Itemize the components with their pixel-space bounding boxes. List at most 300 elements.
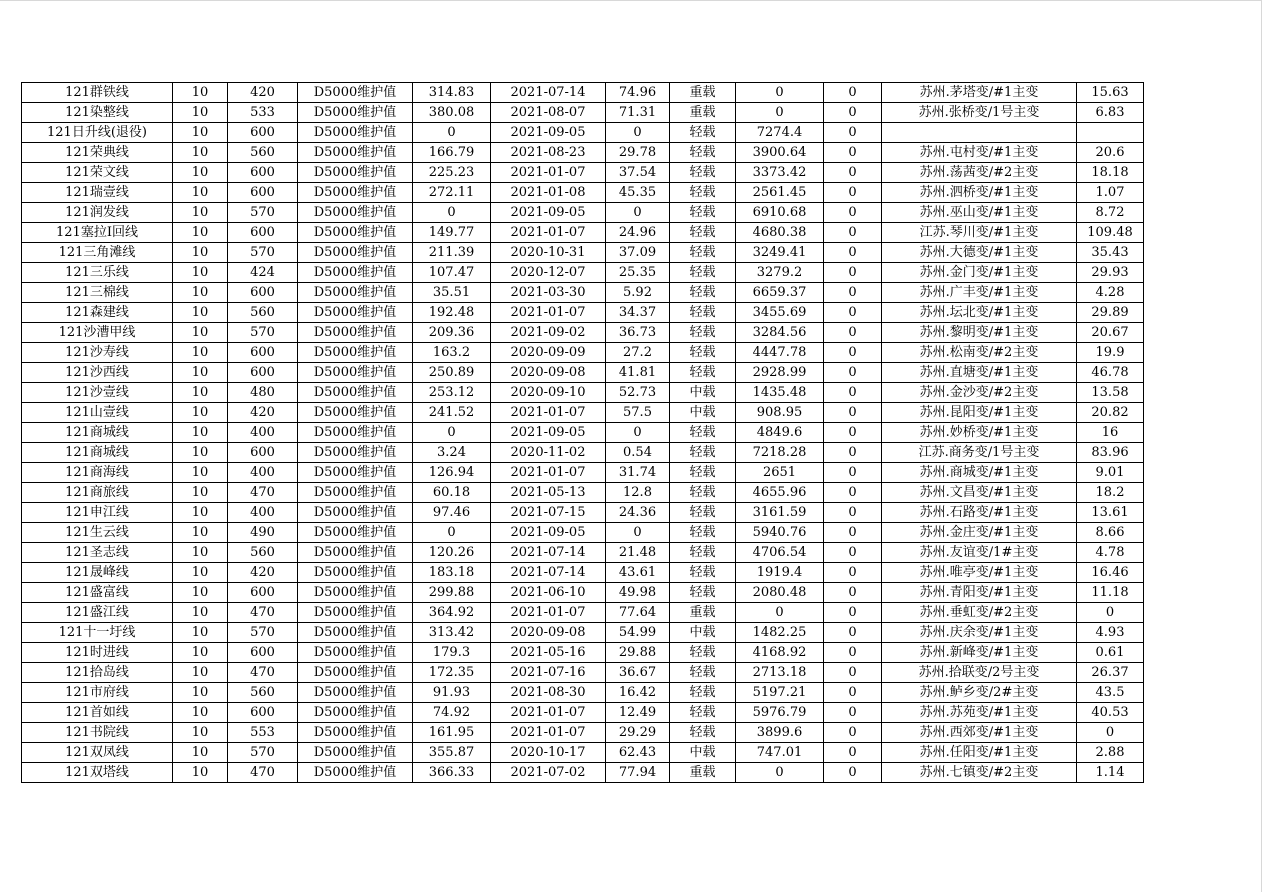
load-rate-cell[interactable]: 74.96 [606, 83, 670, 103]
spare-capacity-cell[interactable]: 3899.6 [736, 723, 824, 743]
voltage-cell[interactable]: 10 [173, 623, 228, 643]
max-current-cell[interactable]: 3.24 [413, 443, 491, 463]
voltage-cell[interactable]: 10 [173, 703, 228, 723]
rated-current-cell[interactable]: 490 [228, 523, 298, 543]
transformer-cell[interactable]: 苏州.唯亭变/#1主变 [882, 563, 1077, 583]
line-name-cell[interactable]: 121商海线 [22, 463, 173, 483]
transformer-cell[interactable]: 苏州.任阳变/#1主变 [882, 743, 1077, 763]
transformer-load-cell[interactable]: 0 [1077, 723, 1144, 743]
spare-capacity-cell[interactable]: 6910.68 [736, 203, 824, 223]
transformer-load-cell[interactable]: 18.2 [1077, 483, 1144, 503]
max-date-cell[interactable]: 2020-09-08 [491, 623, 606, 643]
spare-capacity-cell[interactable]: 4680.38 [736, 223, 824, 243]
rated-current-cell[interactable]: 424 [228, 263, 298, 283]
load-status-cell[interactable]: 轻载 [670, 703, 736, 723]
transformer-cell[interactable]: 苏州.坛北变/#1主变 [882, 303, 1077, 323]
zero-cell[interactable]: 0 [824, 443, 882, 463]
max-date-cell[interactable]: 2020-09-10 [491, 383, 606, 403]
max-current-cell[interactable]: 126.94 [413, 463, 491, 483]
transformer-cell[interactable]: 苏州.张桥变/1号主变 [882, 103, 1077, 123]
max-date-cell[interactable]: 2021-07-16 [491, 663, 606, 683]
spare-capacity-cell[interactable]: 3161.59 [736, 503, 824, 523]
transformer-load-cell[interactable]: 0.61 [1077, 643, 1144, 663]
line-name-cell[interactable]: 121生云线 [22, 523, 173, 543]
voltage-cell[interactable]: 10 [173, 303, 228, 323]
load-rate-cell[interactable]: 5.92 [606, 283, 670, 303]
load-rate-cell[interactable]: 24.36 [606, 503, 670, 523]
zero-cell[interactable]: 0 [824, 583, 882, 603]
spare-capacity-cell[interactable]: 1919.4 [736, 563, 824, 583]
load-status-cell[interactable]: 轻载 [670, 283, 736, 303]
max-date-cell[interactable]: 2021-06-10 [491, 583, 606, 603]
transformer-cell[interactable]: 苏州.青阳变/#1主变 [882, 583, 1077, 603]
transformer-cell[interactable]: 苏州.广丰变/#1主变 [882, 283, 1077, 303]
max-date-cell[interactable]: 2021-07-15 [491, 503, 606, 523]
load-rate-cell[interactable]: 49.98 [606, 583, 670, 603]
transformer-cell[interactable]: 苏州.黎明变/#1主变 [882, 323, 1077, 343]
voltage-cell[interactable]: 10 [173, 743, 228, 763]
load-rate-cell[interactable]: 36.67 [606, 663, 670, 683]
max-current-cell[interactable]: 225.23 [413, 163, 491, 183]
line-name-cell[interactable]: 121商旅线 [22, 483, 173, 503]
load-rate-cell[interactable]: 0 [606, 423, 670, 443]
rated-current-cell[interactable]: 420 [228, 563, 298, 583]
max-current-cell[interactable]: 253.12 [413, 383, 491, 403]
max-date-cell[interactable]: 2021-05-16 [491, 643, 606, 663]
load-status-cell[interactable]: 轻载 [670, 563, 736, 583]
zero-cell[interactable]: 0 [824, 183, 882, 203]
voltage-cell[interactable]: 10 [173, 143, 228, 163]
transformer-cell[interactable]: 苏州.茅塔变/#1主变 [882, 83, 1077, 103]
max-current-cell[interactable]: 97.46 [413, 503, 491, 523]
source-cell[interactable]: D5000维护值 [298, 683, 413, 703]
transformer-load-cell[interactable]: 0 [1077, 603, 1144, 623]
line-name-cell[interactable]: 121首如线 [22, 703, 173, 723]
voltage-cell[interactable]: 10 [173, 463, 228, 483]
transformer-load-cell[interactable]: 16 [1077, 423, 1144, 443]
rated-current-cell[interactable]: 600 [228, 703, 298, 723]
load-rate-cell[interactable]: 31.74 [606, 463, 670, 483]
max-date-cell[interactable]: 2021-01-07 [491, 603, 606, 623]
transformer-cell[interactable]: 苏州.友谊变/1#主变 [882, 543, 1077, 563]
spare-capacity-cell[interactable]: 4706.54 [736, 543, 824, 563]
zero-cell[interactable]: 0 [824, 663, 882, 683]
max-date-cell[interactable]: 2020-10-31 [491, 243, 606, 263]
transformer-load-cell[interactable]: 43.5 [1077, 683, 1144, 703]
max-current-cell[interactable]: 179.3 [413, 643, 491, 663]
voltage-cell[interactable]: 10 [173, 123, 228, 143]
max-current-cell[interactable]: 107.47 [413, 263, 491, 283]
voltage-cell[interactable]: 10 [173, 543, 228, 563]
load-status-cell[interactable]: 轻载 [670, 643, 736, 663]
load-rate-cell[interactable]: 37.54 [606, 163, 670, 183]
zero-cell[interactable]: 0 [824, 163, 882, 183]
transformer-load-cell[interactable]: 20.67 [1077, 323, 1144, 343]
transformer-cell[interactable]: 苏州.新峰变/#1主变 [882, 643, 1077, 663]
load-status-cell[interactable]: 轻载 [670, 223, 736, 243]
load-rate-cell[interactable]: 37.09 [606, 243, 670, 263]
voltage-cell[interactable]: 10 [173, 223, 228, 243]
load-status-cell[interactable]: 轻载 [670, 203, 736, 223]
line-name-cell[interactable]: 121书院线 [22, 723, 173, 743]
spare-capacity-cell[interactable]: 7218.28 [736, 443, 824, 463]
line-name-cell[interactable]: 121盛富线 [22, 583, 173, 603]
load-rate-cell[interactable]: 12.49 [606, 703, 670, 723]
max-date-cell[interactable]: 2021-01-07 [491, 223, 606, 243]
load-rate-cell[interactable]: 62.43 [606, 743, 670, 763]
transformer-cell[interactable] [882, 123, 1077, 143]
max-current-cell[interactable]: 163.2 [413, 343, 491, 363]
max-date-cell[interactable]: 2021-01-07 [491, 463, 606, 483]
transformer-cell[interactable]: 苏州.石路变/#1主变 [882, 503, 1077, 523]
line-name-cell[interactable]: 121双塔线 [22, 763, 173, 783]
spare-capacity-cell[interactable]: 4168.92 [736, 643, 824, 663]
rated-current-cell[interactable]: 600 [228, 363, 298, 383]
line-name-cell[interactable]: 121商城线 [22, 443, 173, 463]
line-name-cell[interactable]: 121十一圩线 [22, 623, 173, 643]
rated-current-cell[interactable]: 400 [228, 463, 298, 483]
spare-capacity-cell[interactable]: 0 [736, 763, 824, 783]
load-status-cell[interactable]: 重载 [670, 83, 736, 103]
load-status-cell[interactable]: 轻载 [670, 503, 736, 523]
rated-current-cell[interactable]: 533 [228, 103, 298, 123]
max-date-cell[interactable]: 2021-07-02 [491, 763, 606, 783]
zero-cell[interactable]: 0 [824, 703, 882, 723]
transformer-load-cell[interactable]: 9.01 [1077, 463, 1144, 483]
spare-capacity-cell[interactable]: 2080.48 [736, 583, 824, 603]
spare-capacity-cell[interactable]: 908.95 [736, 403, 824, 423]
line-name-cell[interactable]: 121山壹线 [22, 403, 173, 423]
source-cell[interactable]: D5000维护值 [298, 283, 413, 303]
load-rate-cell[interactable]: 43.61 [606, 563, 670, 583]
load-rate-cell[interactable]: 21.48 [606, 543, 670, 563]
max-current-cell[interactable]: 364.92 [413, 603, 491, 623]
spare-capacity-cell[interactable]: 5940.76 [736, 523, 824, 543]
rated-current-cell[interactable]: 470 [228, 483, 298, 503]
load-status-cell[interactable]: 中载 [670, 623, 736, 643]
source-cell[interactable]: D5000维护值 [298, 523, 413, 543]
rated-current-cell[interactable]: 560 [228, 143, 298, 163]
max-current-cell[interactable]: 0 [413, 423, 491, 443]
spare-capacity-cell[interactable]: 5976.79 [736, 703, 824, 723]
max-date-cell[interactable]: 2020-12-07 [491, 263, 606, 283]
max-date-cell[interactable]: 2020-11-02 [491, 443, 606, 463]
source-cell[interactable]: D5000维护值 [298, 723, 413, 743]
line-name-cell[interactable]: 121三角滩线 [22, 243, 173, 263]
load-rate-cell[interactable]: 34.37 [606, 303, 670, 323]
source-cell[interactable]: D5000维护值 [298, 323, 413, 343]
transformer-load-cell[interactable]: 83.96 [1077, 443, 1144, 463]
zero-cell[interactable]: 0 [824, 643, 882, 663]
line-name-cell[interactable]: 121申江线 [22, 503, 173, 523]
transformer-load-cell[interactable]: 109.48 [1077, 223, 1144, 243]
max-current-cell[interactable]: 172.35 [413, 663, 491, 683]
max-current-cell[interactable]: 380.08 [413, 103, 491, 123]
source-cell[interactable]: D5000维护值 [298, 83, 413, 103]
max-date-cell[interactable]: 2021-03-30 [491, 283, 606, 303]
load-rate-cell[interactable]: 41.81 [606, 363, 670, 383]
transformer-load-cell[interactable]: 26.37 [1077, 663, 1144, 683]
line-name-cell[interactable]: 121时进线 [22, 643, 173, 663]
voltage-cell[interactable]: 10 [173, 423, 228, 443]
voltage-cell[interactable]: 10 [173, 103, 228, 123]
max-date-cell[interactable]: 2021-08-23 [491, 143, 606, 163]
line-name-cell[interactable]: 121晟峰线 [22, 563, 173, 583]
max-date-cell[interactable]: 2021-01-07 [491, 403, 606, 423]
load-status-cell[interactable]: 轻载 [670, 523, 736, 543]
voltage-cell[interactable]: 10 [173, 603, 228, 623]
max-date-cell[interactable]: 2021-01-07 [491, 303, 606, 323]
spare-capacity-cell[interactable]: 0 [736, 83, 824, 103]
rated-current-cell[interactable]: 420 [228, 83, 298, 103]
zero-cell[interactable]: 0 [824, 403, 882, 423]
transformer-load-cell[interactable]: 2.88 [1077, 743, 1144, 763]
spare-capacity-cell[interactable]: 3249.41 [736, 243, 824, 263]
max-current-cell[interactable]: 299.88 [413, 583, 491, 603]
load-rate-cell[interactable]: 77.64 [606, 603, 670, 623]
transformer-cell[interactable]: 苏州.西郊变/#1主变 [882, 723, 1077, 743]
load-status-cell[interactable]: 轻载 [670, 363, 736, 383]
line-name-cell[interactable]: 121荣典线 [22, 143, 173, 163]
rated-current-cell[interactable]: 600 [228, 343, 298, 363]
spare-capacity-cell[interactable]: 5197.21 [736, 683, 824, 703]
line-name-cell[interactable]: 121市府线 [22, 683, 173, 703]
max-date-cell[interactable]: 2021-01-08 [491, 183, 606, 203]
source-cell[interactable]: D5000维护值 [298, 403, 413, 423]
max-date-cell[interactable]: 2021-07-14 [491, 83, 606, 103]
spare-capacity-cell[interactable]: 2651 [736, 463, 824, 483]
transformer-load-cell[interactable]: 16.46 [1077, 563, 1144, 583]
load-rate-cell[interactable]: 25.35 [606, 263, 670, 283]
source-cell[interactable]: D5000维护值 [298, 583, 413, 603]
max-current-cell[interactable]: 74.92 [413, 703, 491, 723]
spare-capacity-cell[interactable]: 3455.69 [736, 303, 824, 323]
load-status-cell[interactable]: 轻载 [670, 723, 736, 743]
line-name-cell[interactable]: 121三棉线 [22, 283, 173, 303]
rated-current-cell[interactable]: 470 [228, 763, 298, 783]
max-current-cell[interactable]: 0 [413, 523, 491, 543]
source-cell[interactable]: D5000维护值 [298, 623, 413, 643]
source-cell[interactable]: D5000维护值 [298, 143, 413, 163]
load-status-cell[interactable]: 轻载 [670, 343, 736, 363]
line-name-cell[interactable]: 121塞拉Ⅰ回线 [22, 223, 173, 243]
source-cell[interactable]: D5000维护值 [298, 383, 413, 403]
source-cell[interactable]: D5000维护值 [298, 223, 413, 243]
source-cell[interactable]: D5000维护值 [298, 203, 413, 223]
line-name-cell[interactable]: 121三乐线 [22, 263, 173, 283]
load-status-cell[interactable]: 重载 [670, 103, 736, 123]
spare-capacity-cell[interactable]: 3373.42 [736, 163, 824, 183]
max-current-cell[interactable]: 192.48 [413, 303, 491, 323]
voltage-cell[interactable]: 10 [173, 723, 228, 743]
load-status-cell[interactable]: 中载 [670, 403, 736, 423]
rated-current-cell[interactable]: 470 [228, 603, 298, 623]
load-status-cell[interactable]: 轻载 [670, 183, 736, 203]
source-cell[interactable]: D5000维护值 [298, 663, 413, 683]
zero-cell[interactable]: 0 [824, 523, 882, 543]
source-cell[interactable]: D5000维护值 [298, 503, 413, 523]
load-status-cell[interactable]: 轻载 [670, 583, 736, 603]
load-status-cell[interactable]: 轻载 [670, 323, 736, 343]
load-status-cell[interactable]: 轻载 [670, 443, 736, 463]
max-current-cell[interactable]: 250.89 [413, 363, 491, 383]
zero-cell[interactable]: 0 [824, 143, 882, 163]
zero-cell[interactable]: 0 [824, 623, 882, 643]
source-cell[interactable]: D5000维护值 [298, 443, 413, 463]
line-name-cell[interactable]: 121染整线 [22, 103, 173, 123]
load-status-cell[interactable]: 轻载 [670, 143, 736, 163]
max-date-cell[interactable]: 2021-05-13 [491, 483, 606, 503]
load-status-cell[interactable]: 轻载 [670, 483, 736, 503]
line-name-cell[interactable]: 121拾岛线 [22, 663, 173, 683]
max-date-cell[interactable]: 2020-09-09 [491, 343, 606, 363]
rated-current-cell[interactable]: 400 [228, 423, 298, 443]
load-rate-cell[interactable]: 0 [606, 203, 670, 223]
max-current-cell[interactable]: 35.51 [413, 283, 491, 303]
load-rate-cell[interactable]: 0.54 [606, 443, 670, 463]
source-cell[interactable]: D5000维护值 [298, 603, 413, 623]
transformer-cell[interactable]: 苏州.松南变/#2主变 [882, 343, 1077, 363]
rated-current-cell[interactable]: 600 [228, 283, 298, 303]
zero-cell[interactable]: 0 [824, 323, 882, 343]
zero-cell[interactable]: 0 [824, 423, 882, 443]
load-status-cell[interactable]: 轻载 [670, 163, 736, 183]
max-date-cell[interactable]: 2021-08-07 [491, 103, 606, 123]
transformer-load-cell[interactable]: 18.18 [1077, 163, 1144, 183]
max-date-cell[interactable]: 2021-07-14 [491, 543, 606, 563]
zero-cell[interactable]: 0 [824, 363, 882, 383]
max-current-cell[interactable]: 314.83 [413, 83, 491, 103]
source-cell[interactable]: D5000维护值 [298, 263, 413, 283]
zero-cell[interactable]: 0 [824, 263, 882, 283]
max-current-cell[interactable]: 149.77 [413, 223, 491, 243]
spare-capacity-cell[interactable]: 3900.64 [736, 143, 824, 163]
zero-cell[interactable]: 0 [824, 123, 882, 143]
max-date-cell[interactable]: 2021-09-02 [491, 323, 606, 343]
line-name-cell[interactable]: 121商城线 [22, 423, 173, 443]
voltage-cell[interactable]: 10 [173, 243, 228, 263]
rated-current-cell[interactable]: 560 [228, 303, 298, 323]
rated-current-cell[interactable]: 600 [228, 223, 298, 243]
transformer-load-cell[interactable]: 40.53 [1077, 703, 1144, 723]
zero-cell[interactable]: 0 [824, 503, 882, 523]
transformer-load-cell[interactable]: 13.61 [1077, 503, 1144, 523]
transformer-load-cell[interactable]: 13.58 [1077, 383, 1144, 403]
load-rate-cell[interactable]: 24.96 [606, 223, 670, 243]
spare-capacity-cell[interactable]: 1435.48 [736, 383, 824, 403]
line-name-cell[interactable]: 121沙西线 [22, 363, 173, 383]
transformer-cell[interactable]: 江苏.商务变/1号主变 [882, 443, 1077, 463]
load-rate-cell[interactable]: 16.42 [606, 683, 670, 703]
transformer-load-cell[interactable]: 15.63 [1077, 83, 1144, 103]
max-date-cell[interactable]: 2021-07-14 [491, 563, 606, 583]
rated-current-cell[interactable]: 480 [228, 383, 298, 403]
transformer-cell[interactable]: 苏州.垂虹变/#2主变 [882, 603, 1077, 623]
zero-cell[interactable]: 0 [824, 563, 882, 583]
load-rate-cell[interactable]: 54.99 [606, 623, 670, 643]
zero-cell[interactable]: 0 [824, 683, 882, 703]
max-date-cell[interactable]: 2021-09-05 [491, 123, 606, 143]
transformer-cell[interactable]: 苏州.大德变/#1主变 [882, 243, 1077, 263]
max-date-cell[interactable]: 2021-01-07 [491, 703, 606, 723]
transformer-load-cell[interactable]: 11.18 [1077, 583, 1144, 603]
voltage-cell[interactable]: 10 [173, 503, 228, 523]
transformer-cell[interactable]: 苏州.苏苑变/#1主变 [882, 703, 1077, 723]
load-rate-cell[interactable]: 45.35 [606, 183, 670, 203]
transformer-cell[interactable]: 苏州.金门变/#1主变 [882, 263, 1077, 283]
voltage-cell[interactable]: 10 [173, 563, 228, 583]
transformer-load-cell[interactable]: 4.93 [1077, 623, 1144, 643]
zero-cell[interactable]: 0 [824, 223, 882, 243]
line-name-cell[interactable]: 121荣文线 [22, 163, 173, 183]
transformer-load-cell[interactable]: 20.82 [1077, 403, 1144, 423]
spare-capacity-cell[interactable]: 7274.4 [736, 123, 824, 143]
spare-capacity-cell[interactable]: 3284.56 [736, 323, 824, 343]
rated-current-cell[interactable]: 553 [228, 723, 298, 743]
load-status-cell[interactable]: 重载 [670, 603, 736, 623]
voltage-cell[interactable]: 10 [173, 523, 228, 543]
rated-current-cell[interactable]: 600 [228, 443, 298, 463]
max-date-cell[interactable]: 2021-01-07 [491, 163, 606, 183]
zero-cell[interactable]: 0 [824, 103, 882, 123]
source-cell[interactable]: D5000维护值 [298, 483, 413, 503]
source-cell[interactable]: D5000维护值 [298, 563, 413, 583]
transformer-cell[interactable]: 苏州.妙桥变/#1主变 [882, 423, 1077, 443]
load-status-cell[interactable]: 轻载 [670, 463, 736, 483]
rated-current-cell[interactable]: 570 [228, 323, 298, 343]
zero-cell[interactable]: 0 [824, 723, 882, 743]
transformer-cell[interactable]: 苏州.屯村变/#1主变 [882, 143, 1077, 163]
load-status-cell[interactable]: 轻载 [670, 543, 736, 563]
zero-cell[interactable]: 0 [824, 83, 882, 103]
voltage-cell[interactable]: 10 [173, 583, 228, 603]
load-status-cell[interactable]: 中载 [670, 383, 736, 403]
transformer-cell[interactable]: 苏州.荡茜变/#2主变 [882, 163, 1077, 183]
max-current-cell[interactable]: 272.11 [413, 183, 491, 203]
line-name-cell[interactable]: 121沙寿线 [22, 343, 173, 363]
load-status-cell[interactable]: 重载 [670, 763, 736, 783]
rated-current-cell[interactable]: 600 [228, 183, 298, 203]
zero-cell[interactable]: 0 [824, 383, 882, 403]
spare-capacity-cell[interactable]: 1482.25 [736, 623, 824, 643]
line-name-cell[interactable]: 121圣志线 [22, 543, 173, 563]
spare-capacity-cell[interactable]: 4849.6 [736, 423, 824, 443]
max-current-cell[interactable]: 313.42 [413, 623, 491, 643]
load-status-cell[interactable]: 轻载 [670, 263, 736, 283]
line-name-cell[interactable]: 121瑞壹线 [22, 183, 173, 203]
transformer-load-cell[interactable]: 8.72 [1077, 203, 1144, 223]
load-rate-cell[interactable]: 71.31 [606, 103, 670, 123]
transformer-cell[interactable]: 苏州.鲈乡变/2#主变 [882, 683, 1077, 703]
voltage-cell[interactable]: 10 [173, 343, 228, 363]
line-name-cell[interactable]: 121润发线 [22, 203, 173, 223]
load-rate-cell[interactable]: 29.88 [606, 643, 670, 663]
spare-capacity-cell[interactable]: 2928.99 [736, 363, 824, 383]
zero-cell[interactable]: 0 [824, 463, 882, 483]
source-cell[interactable]: D5000维护值 [298, 543, 413, 563]
transformer-cell[interactable]: 江苏.琴川变/#1主变 [882, 223, 1077, 243]
voltage-cell[interactable]: 10 [173, 183, 228, 203]
max-current-cell[interactable]: 60.18 [413, 483, 491, 503]
transformer-cell[interactable]: 苏州.直塘变/#1主变 [882, 363, 1077, 383]
rated-current-cell[interactable]: 420 [228, 403, 298, 423]
max-current-cell[interactable]: 91.93 [413, 683, 491, 703]
transformer-load-cell[interactable]: 29.93 [1077, 263, 1144, 283]
spare-capacity-cell[interactable]: 4655.96 [736, 483, 824, 503]
zero-cell[interactable]: 0 [824, 483, 882, 503]
rated-current-cell[interactable]: 600 [228, 643, 298, 663]
source-cell[interactable]: D5000维护值 [298, 423, 413, 443]
